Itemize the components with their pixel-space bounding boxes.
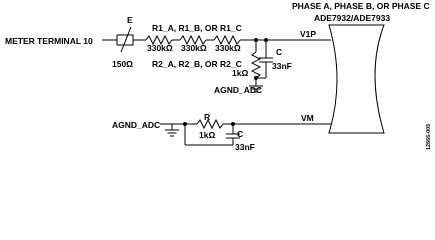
cap-value-bottom: 33nF bbox=[235, 142, 255, 152]
r1-series-label: R1_A, R1_B, OR R1_C bbox=[152, 23, 242, 33]
r2-series-label: R2_A, R2_B, OR R2_C bbox=[152, 59, 242, 69]
ferrite-value: 150Ω bbox=[112, 59, 133, 69]
cap-c-top-label: C bbox=[276, 47, 283, 57]
agnd-adc-top-label: AGND_ADC bbox=[214, 85, 263, 95]
vm-pin-label: VM bbox=[301, 113, 314, 123]
cap-value-top: 33nF bbox=[272, 61, 292, 71]
ferrite-bead bbox=[117, 35, 133, 45]
agnd-adc-bottom-label: AGND_ADC bbox=[112, 120, 161, 130]
node-r2-bottom bbox=[254, 76, 258, 80]
r2-resistor bbox=[252, 52, 260, 78]
r2-value: 1kΩ bbox=[232, 68, 249, 78]
ferrite-e-label: E bbox=[127, 15, 133, 25]
phase-header: PHASE A, PHASE B, OR PHASE C bbox=[292, 1, 430, 11]
r-value: 1kΩ bbox=[199, 130, 216, 140]
resistor-r-label: R bbox=[204, 112, 211, 122]
ferrite-slash bbox=[121, 27, 131, 52]
v1p-pin-label: V1P bbox=[300, 29, 317, 39]
cap-c-bottom-label: C bbox=[237, 129, 244, 139]
r1-value-3: 330kΩ bbox=[215, 43, 241, 53]
r1-value-2: 330kΩ bbox=[181, 43, 207, 53]
r1-value-1: 330kΩ bbox=[147, 43, 173, 53]
ic-outline bbox=[329, 25, 384, 133]
figure-id: 12666-005 bbox=[426, 123, 432, 150]
meter-terminal-label: METER TERMINAL 10 bbox=[5, 36, 93, 46]
ic-name: ADE7932/ADE7933 bbox=[314, 13, 391, 23]
